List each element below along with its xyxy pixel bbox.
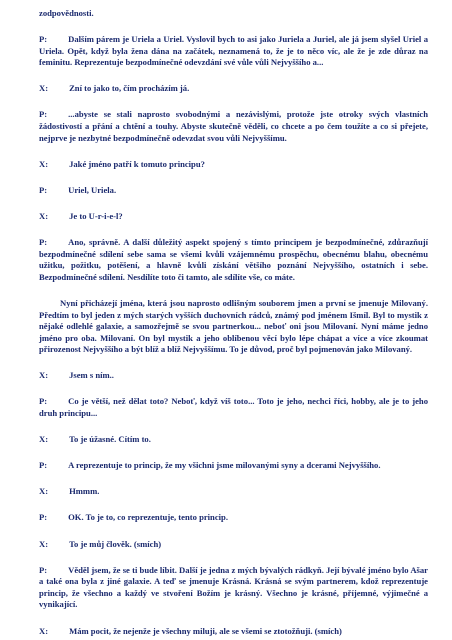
speaker-label: P: (39, 34, 48, 45)
speaker-label: P: (39, 237, 48, 248)
dialogue-text: To je můj člověk. (smích) (69, 538, 162, 549)
dialogue-line (39, 460, 428, 472)
dialogue-text: Ano, správně. A další důležitý aspekt spojený s tímto principem je bezpodmínečné, zdůrazňují bezpodmínečné sdílení sebe sama se všemi kvůli vzájemnému prospěchu, obecnému blahu, obecnému užitku, požitku, potěšení, a hlavně kvůli získání většího poznání Nejvyššího, ostatních i sebe. Bezpodmínečné sdílení. Nesdílíte toto či tamto, ale sdílíte vše, co máte. (39, 237, 428, 282)
speaker-label: P: (39, 512, 48, 523)
dialogue-line (39, 565, 428, 611)
dialogue-line (39, 237, 428, 283)
paragraph-text: Nyní přicházejí jména, která jsou naprosto odlišným souborem jmen a první se jmenuje Milovaný. Předtím to byl jeden z mých starých vyšších duchovních rádců, známý pod jménem Išmíl. Byl to mystik z nějaké odlehlé galaxie, a samozřejmě se svou partnerkou... neboť oni jsou Milovaní. Nyní máme jedno jméno pro oba. Milovaní. On byl mystik a jeho oblíbenou věcí bylo lépe chápat a více a více zkoumat přirozenost Nejvyššího a být blíž a blíž Nejvyššímu. To je důvod, proč byl pojmenován jako Milovaný. (39, 297, 428, 355)
dialogue-text: OK. To je to, co reprezentuje, tento princip. (68, 512, 228, 523)
dialogue-line (39, 34, 428, 69)
speaker-label: X: (39, 625, 49, 636)
dialogue-text: ...abyste se stali naprosto svobodnými a nezávislými, protože jste otroky svých vlastních žádostivostí a přání a chtění a touhy. Abyste skutečně věděli, co chcete a po čem toužíte a co si přejete, nejprve je nezbytné bezpodmínečně odevzdat svou vůli Nejvyššímu. (39, 109, 428, 143)
speaker-label: P: (39, 184, 48, 195)
speaker-label: X: (39, 434, 49, 445)
dialogue-text: To je úžasné. Cítím to. (69, 434, 151, 445)
speaker-label: X: (39, 158, 49, 169)
speaker-label: X: (39, 370, 49, 381)
dialogue-text: Co je větší, než dělat toto? Neboť, když víš toto... Toto je jeho, nechci říci, hobby, ale je to jeho druh principu... (39, 396, 428, 419)
dialogue-line (39, 396, 428, 419)
speaker-label: X: (39, 486, 49, 497)
dialogue-text: Jsem s ním.. (69, 370, 114, 381)
dialogue-line (39, 83, 428, 95)
dialogue-line (39, 512, 428, 524)
dialogue-line (39, 185, 428, 197)
speaker-label: P: (39, 396, 48, 407)
dialogue-line (39, 539, 428, 551)
speaker-label: P: (39, 460, 48, 471)
dialogue-text: Hmmm. (69, 486, 100, 497)
dialogue-line (39, 626, 428, 638)
dialogue-line (39, 109, 428, 144)
paragraph (39, 8, 428, 20)
dialogue-line (39, 211, 428, 223)
speaker-label: X: (39, 210, 49, 221)
dialogue-line (39, 486, 428, 498)
dialogue-text: A reprezentuje to princip, že my všichni jsme milovanými syny a dcerami Nejvyššího. (68, 460, 381, 471)
narrative-paragraph (39, 298, 428, 356)
dialogue-text: Uriel, Uriela. (68, 184, 117, 195)
dialogue-text: Zní to jako to, čím procházím já. (69, 83, 190, 94)
speaker-label: X: (39, 83, 49, 94)
dialogue-text: Jaké jméno patří k tomuto principu? (69, 158, 205, 169)
speaker-label: P: (39, 109, 48, 120)
dialogue-line (39, 370, 428, 382)
paragraph-text: zodpovědnosti. (39, 8, 94, 18)
dialogue-line (39, 434, 428, 446)
speaker-label: P: (39, 564, 48, 575)
dialogue-line (39, 159, 428, 171)
dialogue-text: Dalším párem je Uriela a Uriel. Vyslovil bych to asi jako Juriela a Juriel, ale já jsem slyšel Uriel a Uriela. Opět, když byla žena dána na začátek, neznamená to, že je to něco víc, ale že je zde důraz na feminitu. Reprezentuje bezpodmínečné odevzdání své vůle vůli Nejvyššího a... (39, 34, 428, 68)
dialogue-text: Mám pocit, že nejenže je všechny miluji, ale se všemi se ztotožňuji. (smích) (69, 625, 342, 636)
dialogue-text: Věděl jsem, že se ti bude líbit. Další je jedna z mých bývalých rádkyň. Její bývalé jméno bylo Ašar a také ona byla z jiné galaxie. A teď se jmenuje Krásná. Krásná se svým partnerem, kdož reprezentuje princip, že všechno a každý ve stvoření Božím je krásný. Všechno je krásné, příjemné, výjimečné a vynikající. (39, 564, 428, 610)
dialogue-text: Je to U-r-i-e-l? (69, 210, 123, 221)
speaker-label: X: (39, 538, 49, 549)
